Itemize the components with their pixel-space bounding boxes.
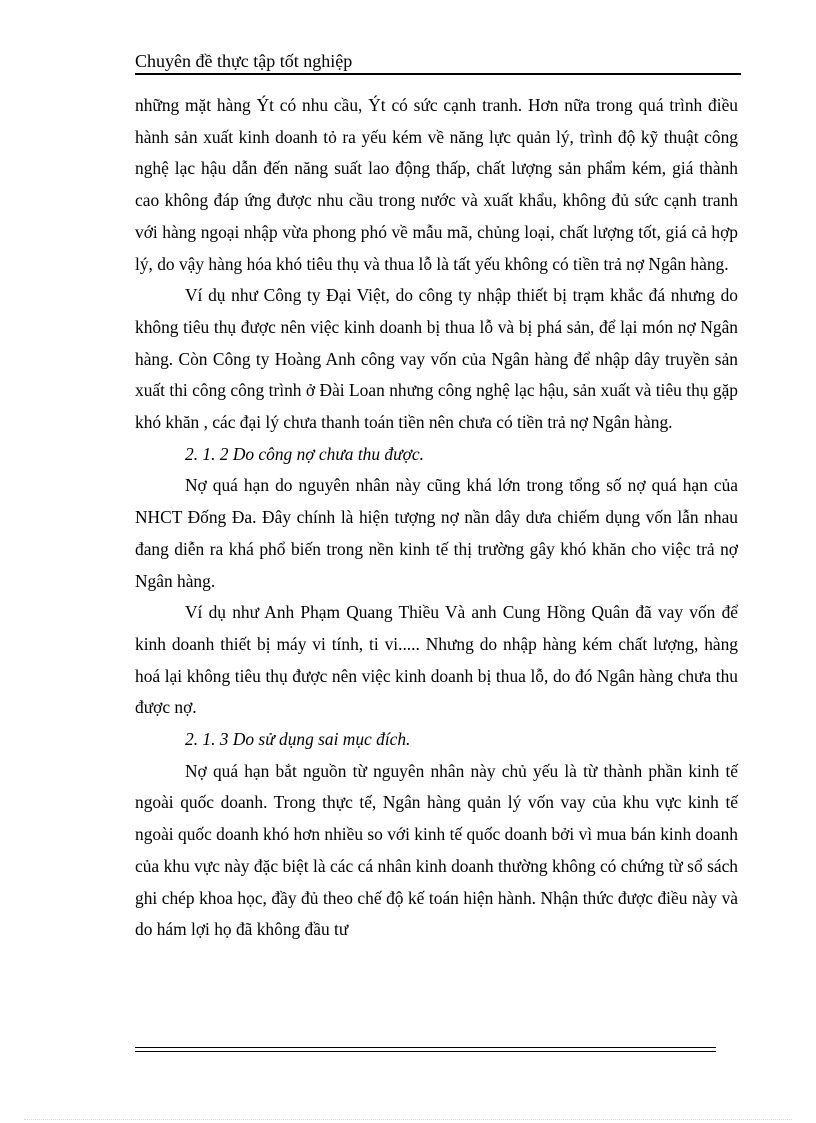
paragraph-example-pham-quang-thieu: Ví dụ như Anh Phạm Quang Thiều Và anh Cung Hồng Quân đã vay vốn để kinh doanh thiết bị máy vi tính, ti vi..... Nhưng do nhập hàng kém chất lượng, hàng hoá lại không tiêu thụ được nên việc kinh doanh bị thua lỗ, do đó Ngân hàng chưa thu được nợ. <box>135 602 738 718</box>
paragraph-sai-muc-dich: Nợ quá hạn bắt nguồn từ nguyên nhân này chủ yếu là từ thành phần kinh tế ngoài quốc doanh. Trong thực tế, Ngân hàng quản lý vốn vay của khu vực kinh tế ngoài quốc doanh khó hơn nhiều so với kinh tế quốc doanh bởi vì mua bán kinh doanh của khu vực này đặc biệt là các cá nhân kinh doanh thường không có chứng từ sổ sách ghi chép khoa học, đầy đủ theo chế độ kế toán hiện hành. Nhận thức được điều này và do hám lợi họ đã không đầu tư <box>135 760 738 940</box>
section-heading-2-1-3: 2. 1. 3 Do sử dụng sai mục đích. <box>185 729 411 750</box>
footer-rule <box>135 1047 716 1052</box>
page-edge <box>24 1119 792 1120</box>
document-body <box>135 90 738 946</box>
paragraph-example-dai-viet: Ví dụ như Công ty Đại Việt, do công ty nhập thiết bị trạm khắc đá nhưng do không tiêu thụ được nên việc kinh doanh bị thua lỗ và bị phá sản, để lại món nợ Ngân hàng. Còn Công ty Hoàng Anh công vay vốn của Ngân hàng để nhập dây truyền sản xuất thi công công trình ở Đài Loan nhưng công nghệ lạc hậu, sản xuất và tiêu thụ gặp khó khăn , các đại lý chưa thanh toán tiền nên chưa có tiền trả nợ Ngân hàng. <box>135 285 738 433</box>
paragraph-continuation: những mặt hàng Ýt có nhu cầu, Ýt có sức cạnh tranh. Hơn nữa trong quá trình điều hành sản xuất kinh doanh tỏ ra yếu kém về năng lực quản lý, trình độ kỹ thuật công nghệ lạc hậu dẫn đến năng suất lao động thấp, chất lượng sản phẩm kém, giá thành cao không đáp ứng được nhu cầu trong nước và xuất khẩu, không đủ sức cạnh tranh với hàng ngoại nhập vừa phong phó về mẫu mã, chủng loại, chất lượng tốt, giá cả hợp lý, do vậy hàng hóa khó tiêu thụ và thua lỗ là tất yếu không có tiền trả nợ Ngân hàng. <box>135 95 738 274</box>
header-title: Chuyên đề thực tập tốt nghiệp <box>135 51 353 71</box>
page-header <box>135 49 741 75</box>
paragraph-cong-no: Nợ quá hạn do nguyên nhân này cũng khá lớn trong tổng số nợ quá hạn của NHCT Đống Đa. Đây chính là hiện tượng nợ nần dây dưa chiếm dụng vốn lẫn nhau đang diễn ra khá phổ biến trong nền kinh tế thị trường gây khó khăn cho việc trả nợ Ngân hàng. <box>135 475 738 591</box>
section-heading-2-1-2: 2. 1. 2 Do công nợ chưa thu được. <box>185 443 424 464</box>
